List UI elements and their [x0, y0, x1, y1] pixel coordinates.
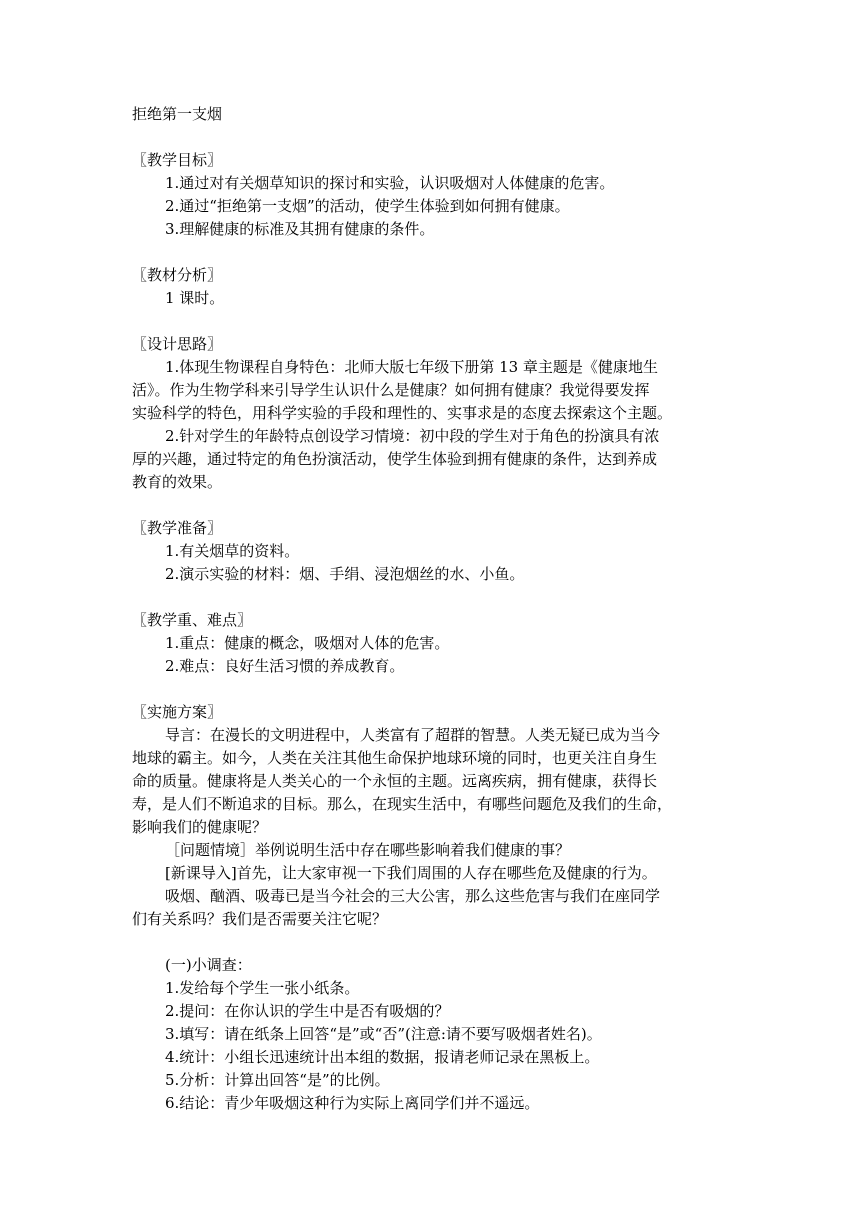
spacer: [132, 931, 722, 954]
plan-intro-line: 影响我们的健康呢？: [132, 818, 268, 836]
spacer: [132, 678, 722, 701]
spacer: [132, 126, 722, 149]
plan-question: ［问题情境］举例说明生活中存在哪些影响着我们健康的事？: [165, 841, 571, 859]
prep-item: 1.有关烟草的资料。: [165, 542, 300, 560]
spacer: [132, 241, 722, 264]
survey-heading: (一)小调查：: [165, 956, 252, 974]
survey-item: 4.统计：小组长迅速统计出本组的数据，报请老师记录在黑板上。: [165, 1048, 600, 1066]
survey-item: 1.发给每个学生一张小纸条。: [165, 979, 360, 997]
spacer: [132, 494, 722, 517]
design-p2-line: 2.针对学生的年龄特点创设学习情境：初中段的学生对于角色的扮演具有浓: [165, 427, 660, 445]
document-title: 拒绝第一支烟: [132, 105, 223, 123]
design-p1-line: 活》。作为生物学科来引导学生认识什么是健康？如何拥有健康？我觉得要发挥: [132, 381, 650, 399]
plan-intro-line: 寿，是人们不断追求的目标。那么，在现实生活中，有哪些问题危及我们的生命，: [132, 795, 673, 813]
plan-intro-line: 命的质量。健康将是人类关心的一个永恒的主题。远离疾病，拥有健康，获得长: [132, 772, 658, 790]
spacer: [132, 310, 722, 333]
focus-heading: 〖教学重、难点〗: [132, 611, 253, 629]
spacer: [132, 586, 722, 609]
goals-item: 3.理解健康的标准及其拥有健康的条件。: [165, 220, 435, 238]
survey-item: 2.提问：在你认识的学生中是否有吸烟的？: [165, 1002, 450, 1020]
plan-newlesson: [新课导入]首先，让大家审视一下我们周围的人存在哪些危及健康的行为。: [165, 864, 657, 882]
design-p1-line: 实验科学的特色，用科学实验的手段和理性的、实事求是的态度去探索这个主题。: [132, 404, 673, 422]
design-p2-line: 厚的兴趣，通过特定的角色扮演活动，使学生体验到拥有健康的条件，达到养成: [132, 450, 658, 468]
survey-item: 5.分析：计算出回答“是”的比例。: [165, 1071, 390, 1089]
goals-item: 1.通过对有关烟草知识的探讨和实验，认识吸烟对人体健康的危害。: [165, 174, 615, 192]
survey-item: 3.填写：请在纸条上回答“是”或“否”(注意:请不要写吸烟者姓名)。: [165, 1025, 602, 1043]
design-p1-line: 1.体现生物课程自身特色：北师大版七年级下册第 13 章主题是《健康地生: [165, 358, 658, 376]
design-p2-line: 教育的效果。: [132, 473, 223, 491]
focus-item: 1.重点：健康的概念，吸烟对人体的危害。: [165, 634, 450, 652]
goals-item: 2.通过“拒绝第一支烟”的活动，使学生体验到如何拥有健康。: [165, 197, 570, 215]
plan-intro-line: 地球的霸主。如今，人类在关注其他生命保护地球环境的同时，也更关注自身生: [132, 749, 658, 767]
plan-harm-line: 吸烟、酗酒、吸毒已是当今社会的三大公害，那么这些危害与我们在座同学: [165, 887, 661, 905]
plan-harm-line: 们有关系吗？我们是否需要关注它呢？: [132, 910, 388, 928]
prep-heading: 〖教学准备〗: [132, 519, 223, 537]
analysis-text: 1 课时。: [165, 289, 225, 307]
document-page: [132, 103, 722, 1115]
plan-heading: 〖实施方案〗: [132, 703, 223, 721]
prep-item: 2.演示实验的材料：烟、手绢、浸泡烟丝的水、小鱼。: [165, 565, 525, 583]
design-heading: 〖设计思路〗: [132, 335, 223, 353]
analysis-heading: 〖教材分析〗: [132, 266, 223, 284]
goals-heading: 〖教学目标〗: [132, 151, 223, 169]
plan-intro-line: 导言：在漫长的文明进程中，人类富有了超群的智慧。人类无疑已成为当今: [165, 726, 661, 744]
focus-item: 2.难点：良好生活习惯的养成教育。: [165, 657, 405, 675]
survey-item: 6.结论：青少年吸烟这种行为实际上离同学们并不遥远。: [165, 1094, 540, 1112]
